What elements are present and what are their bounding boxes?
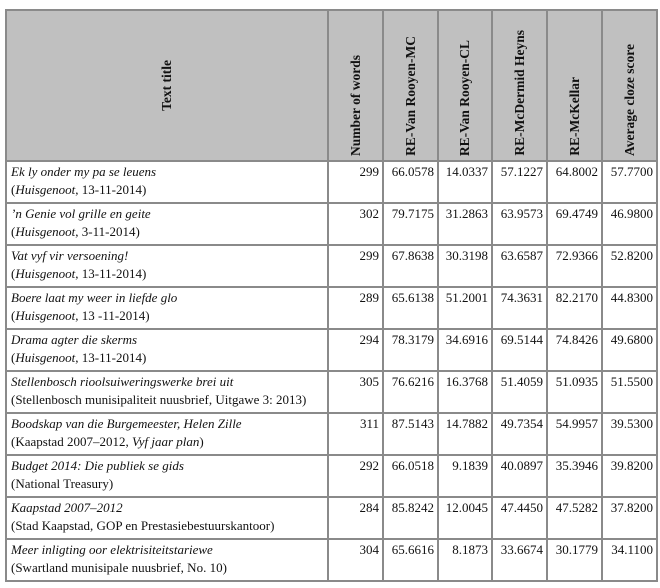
value-cell: 76.6216 xyxy=(383,371,438,413)
table-row xyxy=(6,203,657,245)
text-source xyxy=(11,307,323,325)
value-cell: 74.3631 xyxy=(492,287,547,329)
header-re-van-rooyen-mc xyxy=(383,10,438,161)
text-title-cell xyxy=(6,539,328,581)
source-post: , 13 -11-2014) xyxy=(75,308,150,323)
value-cell: 66.0518 xyxy=(383,455,438,497)
text-title-cell xyxy=(6,413,328,455)
value-cell: 49.6800 xyxy=(602,329,657,371)
text-source xyxy=(11,265,323,283)
source-post: , 13-11-2014) xyxy=(75,350,147,365)
header-label: Average cloze score xyxy=(621,44,637,156)
value-cell: 87.5143 xyxy=(383,413,438,455)
text-title: Meer inligting oor elektrisiteitstariewe xyxy=(11,542,213,557)
value-cell: 85.8242 xyxy=(383,497,438,539)
value-cell: 51.0935 xyxy=(547,371,602,413)
value-cell: 289 xyxy=(328,287,383,329)
source-post: ) xyxy=(199,434,204,449)
value-cell: 63.9573 xyxy=(492,203,547,245)
table-row xyxy=(6,161,657,203)
value-cell: 30.3198 xyxy=(438,245,492,287)
text-title: Drama agter die skerms xyxy=(11,332,138,347)
value-cell: 8.1873 xyxy=(438,539,492,581)
value-cell: 302 xyxy=(328,203,383,245)
value-cell: 311 xyxy=(328,413,383,455)
text-title-cell xyxy=(6,287,328,329)
text-title: ’n Genie vol grille en geite xyxy=(11,206,151,221)
source-italic: Huisgenoot xyxy=(15,182,76,197)
source-italic: Huisgenoot xyxy=(15,224,76,239)
text-title-cell xyxy=(6,245,328,287)
source-pre: (Stellenbosch munisipaliteit nuusbrief, Uitgawe 3: 2013) xyxy=(11,392,307,407)
value-cell: 31.2863 xyxy=(438,203,492,245)
source-pre: (Kaapstad 2007–2012, xyxy=(11,434,132,449)
source-pre: ( xyxy=(11,266,16,281)
table-row xyxy=(6,539,657,581)
source-pre: ( xyxy=(11,308,16,323)
table-row xyxy=(6,371,657,413)
text-title-cell xyxy=(6,371,328,413)
header-row xyxy=(6,10,657,161)
text-title: Budget 2014: Die publiek se gids xyxy=(11,458,184,473)
value-cell: 64.8002 xyxy=(547,161,602,203)
value-cell: 63.6587 xyxy=(492,245,547,287)
text-title-cell xyxy=(6,329,328,371)
source-post: , 3-11-2014) xyxy=(75,224,140,239)
value-cell: 294 xyxy=(328,329,383,371)
text-source xyxy=(11,517,323,535)
value-cell: 57.1227 xyxy=(492,161,547,203)
value-cell: 46.9800 xyxy=(602,203,657,245)
source-post: , 13-11-2014) xyxy=(75,182,147,197)
table-row xyxy=(6,413,657,455)
text-title-cell xyxy=(6,203,328,245)
value-cell: 40.0897 xyxy=(492,455,547,497)
text-title: Boere laat my weer in liefde glo xyxy=(11,290,178,305)
header-label: RE-McDermid Heyns xyxy=(511,30,527,156)
value-cell: 12.0045 xyxy=(438,497,492,539)
source-italic: Huisgenoot xyxy=(15,308,76,323)
value-cell: 284 xyxy=(328,497,383,539)
value-cell: 51.4059 xyxy=(492,371,547,413)
value-cell: 33.6674 xyxy=(492,539,547,581)
text-title: Ek ly onder my pa se leuens xyxy=(11,164,157,179)
source-post: , 13-11-2014) xyxy=(75,266,147,281)
text-title-cell xyxy=(6,161,328,203)
value-cell: 72.9366 xyxy=(547,245,602,287)
source-pre: ( xyxy=(11,224,16,239)
value-cell: 52.8200 xyxy=(602,245,657,287)
source-italic: Huisgenoot xyxy=(15,266,76,281)
header-average-cloze-score xyxy=(602,10,657,161)
value-cell: 39.8200 xyxy=(602,455,657,497)
table-row xyxy=(6,329,657,371)
value-cell: 65.6616 xyxy=(383,539,438,581)
cloze-score-table xyxy=(5,9,658,582)
source-pre: (National Treasury) xyxy=(11,476,114,491)
text-source xyxy=(11,349,323,367)
text-source xyxy=(11,559,323,577)
value-cell: 34.6916 xyxy=(438,329,492,371)
value-cell: 44.8300 xyxy=(602,287,657,329)
value-cell: 34.1100 xyxy=(602,539,657,581)
text-title: Vat vyf vir versoening! xyxy=(11,248,129,263)
header-re-mcdermid-heyns xyxy=(492,10,547,161)
value-cell: 30.1779 xyxy=(547,539,602,581)
header-label: Text title xyxy=(159,60,174,111)
text-source xyxy=(11,223,323,241)
value-cell: 69.5144 xyxy=(492,329,547,371)
source-pre: ( xyxy=(11,350,16,365)
text-title-cell xyxy=(6,455,328,497)
value-cell: 54.9957 xyxy=(547,413,602,455)
value-cell: 9.1839 xyxy=(438,455,492,497)
value-cell: 78.3179 xyxy=(383,329,438,371)
text-title: Boodskap van die Burgemeester, Helen Zille xyxy=(11,416,242,431)
table-row xyxy=(6,287,657,329)
text-source xyxy=(11,181,323,199)
value-cell: 69.4749 xyxy=(547,203,602,245)
value-cell: 51.5500 xyxy=(602,371,657,413)
value-cell: 82.2170 xyxy=(547,287,602,329)
header-text-title xyxy=(6,10,328,161)
source-pre: ( xyxy=(11,182,16,197)
value-cell: 305 xyxy=(328,371,383,413)
text-source xyxy=(11,391,323,409)
value-cell: 51.2001 xyxy=(438,287,492,329)
value-cell: 16.3768 xyxy=(438,371,492,413)
source-italic: Vyf jaar plan xyxy=(131,434,200,449)
value-cell: 299 xyxy=(328,245,383,287)
source-pre: (Swartland munisipale nuusbrief, No. 10) xyxy=(11,560,227,575)
value-cell: 14.0337 xyxy=(438,161,492,203)
text-title: Stellenbosch rioolsuiweringswerke brei uit xyxy=(11,374,234,389)
value-cell: 299 xyxy=(328,161,383,203)
table-row xyxy=(6,497,657,539)
value-cell: 49.7354 xyxy=(492,413,547,455)
value-cell: 35.3946 xyxy=(547,455,602,497)
text-source xyxy=(11,475,323,493)
header-number-of-words xyxy=(328,10,383,161)
value-cell: 66.0578 xyxy=(383,161,438,203)
text-title: Kaapstad 2007–2012 xyxy=(11,500,123,515)
header-re-van-rooyen-cl xyxy=(438,10,492,161)
value-cell: 65.6138 xyxy=(383,287,438,329)
value-cell: 37.8200 xyxy=(602,497,657,539)
value-cell: 67.8638 xyxy=(383,245,438,287)
text-source xyxy=(11,433,323,451)
value-cell: 47.5282 xyxy=(547,497,602,539)
value-cell: 14.7882 xyxy=(438,413,492,455)
header-label: RE-Van Rooyen-MC xyxy=(402,36,418,156)
value-cell: 74.8426 xyxy=(547,329,602,371)
text-title-cell xyxy=(6,497,328,539)
source-italic: Huisgenoot xyxy=(15,350,76,365)
table-row xyxy=(6,455,657,497)
value-cell: 304 xyxy=(328,539,383,581)
value-cell: 292 xyxy=(328,455,383,497)
value-cell: 47.4450 xyxy=(492,497,547,539)
value-cell: 39.5300 xyxy=(602,413,657,455)
header-label: RE-McKellar xyxy=(566,77,582,156)
header-label: RE-Van Rooyen-CL xyxy=(457,39,472,156)
header-re-mckellar xyxy=(547,10,602,161)
header-label: Number of words xyxy=(347,55,363,156)
source-pre: (Stad Kaapstad, GOP en Prestasiebestuurskantoor) xyxy=(11,518,275,533)
value-cell: 79.7175 xyxy=(383,203,438,245)
value-cell: 57.7700 xyxy=(602,161,657,203)
table-row xyxy=(6,245,657,287)
